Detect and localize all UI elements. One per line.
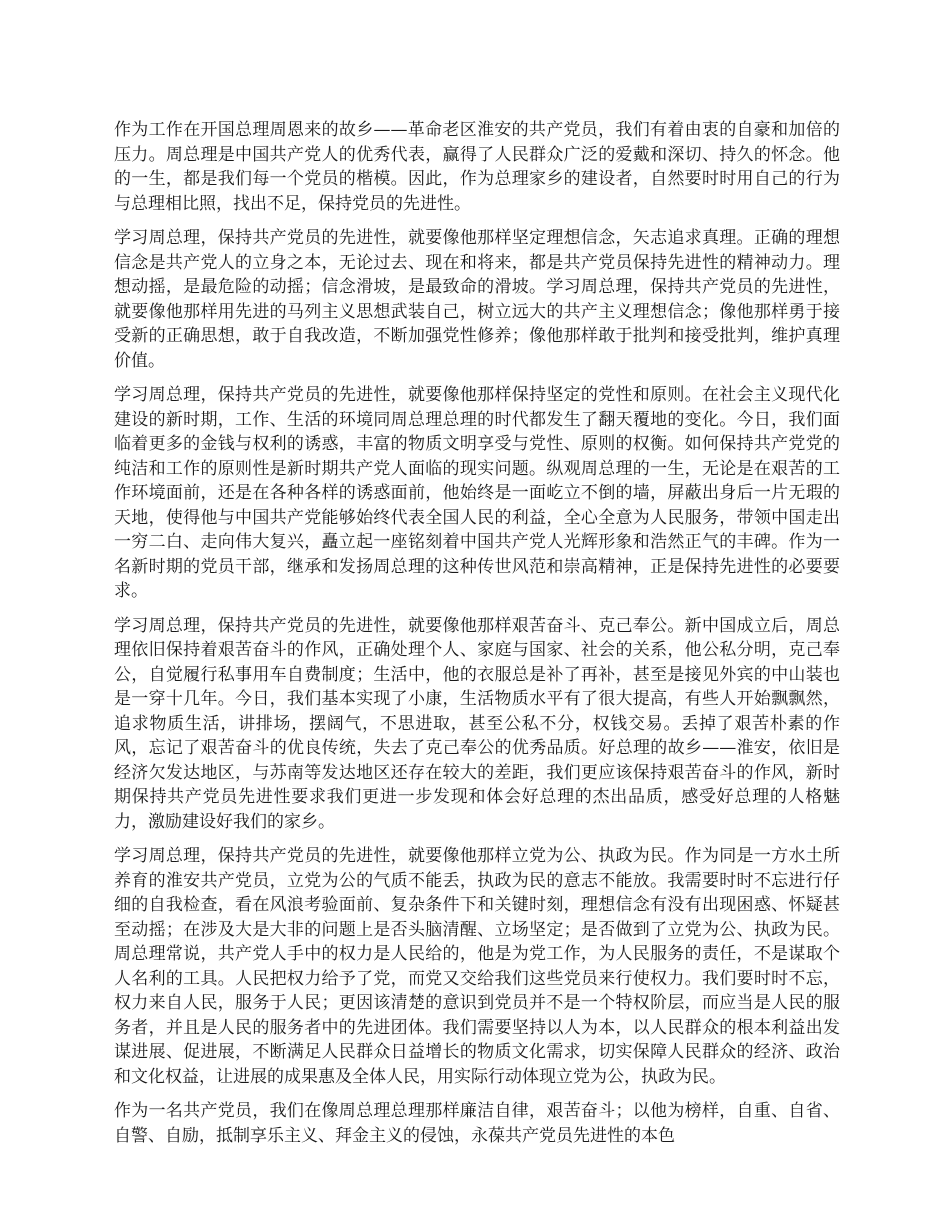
paragraph-6: 作为一名共产党员，我们在像周总理总理那样廉洁自律，艰苦奋斗；以他为榜样，自重、自省、自警、自励，抵制享乐主义、拜金主义的侵蚀，永葆共产党员先进性的本色 xyxy=(114,1101,840,1146)
paragraph-1: 作为工作在开国总理周恩来的故乡——革命老区淮安的共产党员，我们有着由衷的自豪和加倍的压力。周总理是中国共产党人的优秀代表，赢得了人民群众广泛的爱戴和深切、持久的怀念。他的一生，都是我们每一个党员的楷模。因此，作为总理家乡的建设者，自然要时时用自己的行为与总理相比照，找出不足，保持党员的先进性。 xyxy=(114,120,840,214)
paragraph-4: 学习周总理，保持共产党员的先进性，就要像他那样艰苦奋斗、克己奉公。新中国成立后，周总理依旧保持着艰苦奋斗的作风，正确处理个人、家庭与国家、社会的关系，他公私分明，克己奉公，自觉履行私事用车自费制度；生活中，他的衣服总是补了再补，甚至是接见外宾的中山装也是一穿十几年。今日，我们基本实现了小康，生活物质水平有了很大提高，有些人开始飘飘然，追求物质生活，讲排场，摆阔气，不思进取，甚至公私不分，权钱交易。丢掉了艰苦朴素的作风，忘记了艰苦奋斗的优良传统，失去了克己奉公的优秀品质。好总理的故乡——淮安，依旧是经济欠发达地区，与苏南等发达地区还存在较大的差距，我们更应该保持艰苦奋斗的作风，新时期保持共产党员先进性要求我们更进一步发现和体会好总理的杰出品质，感受好总理的人格魅力，激励建设好我们的家乡。 xyxy=(114,615,840,832)
paragraph-5: 学习周总理，保持共产党员的先进性，就要像他那样立党为公、执政为民。作为同是一方水土所养育的淮安共产党员，立党为公的气质不能丢，执政为民的意志不能放。我需要时时不忘进行仔细的自我检查，看在风浪考验面前、复杂条件下和关键时刻，理想信念有没有出现困惑、怀疑甚至动摇；在涉及大是大非的问题上是否头脑清醒、立场坚定；是否做到了立党为公、执政为民。周总理常说，共产党人手中的权力是人民给的，他是为党工作，为人民服务的责任，不是谋取个人名利的工具。人民把权力给予了党，而党又交给我们这些党员来行使权力。我们要时时不忘，权力来自人民，服务于人民；更因该清楚的意识到党员并不是一个特权阶层，而应当是人民的服务者，并且是人民的服务者中的先进团体。我们需要坚持以人为本，以人民群众的根本利益出发谋进展、促进展，不断满足人民群众日益增长的物质文化需求，切实保障人民群众的经济、政治和文化权益，让进展的成果惠及全体人民，用实际行动体现立党为公，执政为民。 xyxy=(114,846,840,1087)
document-body xyxy=(114,118,840,1158)
paragraph-3: 学习周总理，保持共产党员的先进性，就要像他那样保持坚定的党性和原则。在社会主义现代化建设的新时期，工作、生活的环境同周总理总理的时代都发生了翻天覆地的变化。今日，我们面临着更多的金钱与权利的诱惑，丰富的物质文明享受与党性、原则的权衡。如何保持共产党党的纯洁和工作的原则性是新时期共产党人面临的现实问题。纵观周总理的一生，无论是在艰苦的工作环境面前，还是在各种各样的诱惑面前，他始终是一面屹立不倒的墙，屏蔽出身后一片无瑕的天地，使得他与中国共产党能够始终代表全国人民的利益，全心全意为人民服务，带领中国走出一穷二白、走向伟大复兴，矗立起一座铭刻着中国共产党人光辉形象和浩然正气的丰碑。作为一名新时期的党员干部，继承和发扬周总理的这种传世风范和崇高精神，正是保持先进性的必要要求。 xyxy=(114,385,840,601)
paragraph-2: 学习周总理，保持共产党员的先进性，就要像他那样坚定理想信念，矢志追求真理。正确的理想信念是共产党人的立身之本，无论过去、现在和将来，都是共产党员保持先进性的精神动力。理想动摇，是最危险的动摇；信念滑坡，是最致命的滑坡。学习周总理，保持共产党员的先进性，就要像他那样用先进的马列主义思想武装自己，树立远大的共产主义理想信念；像他那样勇于接受新的正确思想，敢于自我改造，不断加强党性修养；像他那样敢于批判和接受批判，维护真理价值。 xyxy=(114,228,840,371)
